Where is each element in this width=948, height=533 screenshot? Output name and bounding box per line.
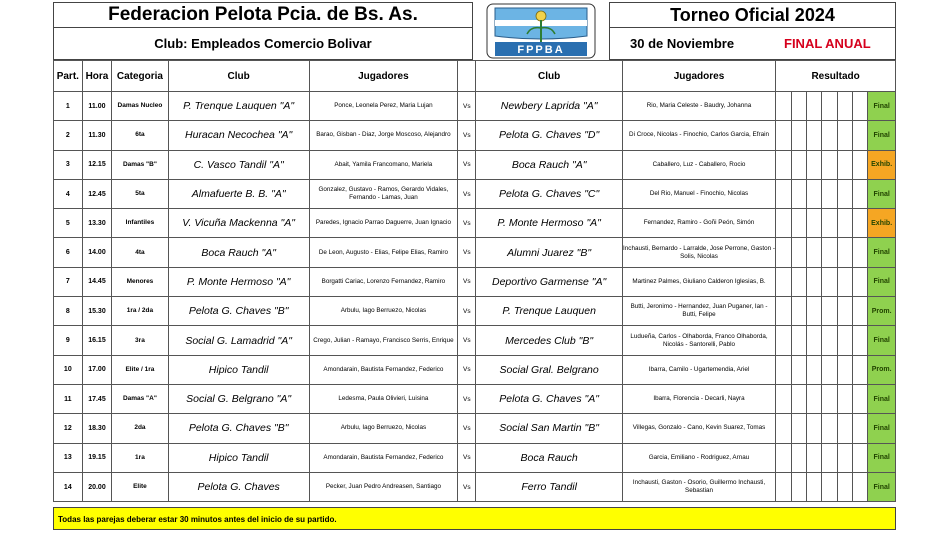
result-cell (837, 414, 852, 443)
players-home: Paredes, Ignacio Parrao Daguerre, Juan Ignacio (309, 209, 457, 238)
result-cell (791, 472, 806, 501)
result-cell (806, 179, 821, 208)
result-cell (822, 209, 837, 238)
players-away: Inchausti, Gaston - Osorio, Guillermo Inchausti, Sebastian (622, 472, 775, 501)
result-cell (806, 326, 821, 355)
club-home: Huracan Necochea "A" (168, 121, 309, 150)
club-home: Almafuerte B. B. "A" (168, 179, 309, 208)
result-cell (791, 384, 806, 413)
result-cell (776, 238, 791, 267)
match-status-badge: Final (868, 414, 896, 443)
col-resultado: Resultado (776, 61, 896, 92)
fppba-logo (473, 2, 609, 60)
result-cell (776, 414, 791, 443)
match-category: 1ra (112, 443, 168, 472)
col-categoria: Categoria (112, 61, 168, 92)
players-home: Abait, Yamila Francomano, Mariela (309, 150, 457, 179)
club-away: Alumni Juarez "B" (476, 238, 622, 267)
result-cell (776, 384, 791, 413)
club-home: P. Monte Hermoso "A" (168, 267, 309, 296)
vs-label: Vs (458, 472, 476, 501)
players-home: Ledesma, Paula Olivieri, Luisina (309, 384, 457, 413)
result-cell (837, 443, 852, 472)
result-cell (776, 355, 791, 384)
result-cell (837, 209, 852, 238)
match-status-badge: Final (868, 443, 896, 472)
players-home: Arbulu, Iago Berruezo, Nicolas (309, 414, 457, 443)
players-away: Inchausti, Bernardo - Larralde, Jose Perrone, Gaston - Solis, Nicolas (622, 238, 775, 267)
club-away: Pelota G. Chaves "C" (476, 179, 622, 208)
table-row (54, 179, 896, 208)
club-away: Pelota G. Chaves "A" (476, 384, 622, 413)
match-number: 6 (54, 238, 83, 267)
club-home: Boca Rauch "A" (168, 238, 309, 267)
match-number: 9 (54, 326, 83, 355)
result-cell (776, 267, 791, 296)
match-category: Damas "B" (112, 150, 168, 179)
result-cell (852, 297, 867, 326)
result-cell (776, 209, 791, 238)
table-row (54, 209, 896, 238)
table-row (54, 355, 896, 384)
vs-label: Vs (458, 121, 476, 150)
result-cell (837, 355, 852, 384)
club-home: Hipico Tandil (168, 443, 309, 472)
table-row (54, 267, 896, 296)
match-number: 14 (54, 472, 83, 501)
result-cell (837, 472, 852, 501)
col-part: Part. (54, 61, 83, 92)
match-number: 13 (54, 443, 83, 472)
venue-club: Club: Empleados Comercio Bolivar (53, 28, 473, 60)
result-cell (852, 414, 867, 443)
match-time: 16.15 (82, 326, 112, 355)
result-cell (806, 443, 821, 472)
match-category: Infantiles (112, 209, 168, 238)
final-label: FINAL ANUAL (784, 36, 871, 51)
club-away: Mercedes Club "B" (476, 326, 622, 355)
players-away: Ibarra, Camilo - Ugartemendia, Ariel (622, 355, 775, 384)
result-cell (822, 384, 837, 413)
table-header-row (54, 61, 896, 92)
match-status-badge: Prom. (868, 297, 896, 326)
result-cell (852, 355, 867, 384)
result-cell (822, 179, 837, 208)
match-number: 5 (54, 209, 83, 238)
result-cell (806, 209, 821, 238)
result-cell (822, 326, 837, 355)
table-row (54, 472, 896, 501)
col-club-2: Club (476, 61, 622, 92)
match-status-badge: Prom. (868, 355, 896, 384)
vs-label: Vs (458, 238, 476, 267)
result-cell (806, 297, 821, 326)
vs-label: Vs (458, 414, 476, 443)
result-cell (822, 443, 837, 472)
match-time: 19.15 (82, 443, 112, 472)
club-away: Deportivo Garmense "A" (476, 267, 622, 296)
result-cell (791, 150, 806, 179)
result-cell (806, 414, 821, 443)
table-row (54, 443, 896, 472)
club-away: Social San Martin "B" (476, 414, 622, 443)
result-cell (791, 297, 806, 326)
club-home: Pelota G. Chaves "B" (168, 414, 309, 443)
result-cell (776, 326, 791, 355)
result-cell (776, 150, 791, 179)
match-time: 12.45 (82, 179, 112, 208)
players-away: Villegas, Gonzalo - Cano, Kevin Suarez, Tomas (622, 414, 775, 443)
match-status-badge: Final (868, 472, 896, 501)
vs-label: Vs (458, 179, 476, 208)
result-cell (852, 326, 867, 355)
match-number: 7 (54, 267, 83, 296)
result-cell (852, 443, 867, 472)
result-cell (791, 414, 806, 443)
match-time: 12.15 (82, 150, 112, 179)
vs-label: Vs (458, 209, 476, 238)
result-cell (791, 443, 806, 472)
result-cell (776, 297, 791, 326)
match-time: 20.00 (82, 472, 112, 501)
players-away: Del Rio, Manuel - Finochio, Nicolas (622, 179, 775, 208)
match-category: 4ta (112, 238, 168, 267)
federation-title: Federacion Pelota Pcia. de Bs. As. (53, 2, 473, 28)
match-category: 5ta (112, 179, 168, 208)
match-status-badge: Final (868, 384, 896, 413)
match-number: 4 (54, 179, 83, 208)
match-category: Damas "A" (112, 384, 168, 413)
players-home: De Leon, Augusto - Elias, Felipe Elias, Ramiro (309, 238, 457, 267)
result-cell (837, 297, 852, 326)
result-cell (806, 355, 821, 384)
match-category: 2da (112, 414, 168, 443)
matches-table (53, 60, 896, 502)
vs-label: Vs (458, 92, 476, 121)
club-away: Social Gral. Belgrano (476, 355, 622, 384)
vs-label: Vs (458, 384, 476, 413)
table-row (54, 150, 896, 179)
match-category: Elite (112, 472, 168, 501)
match-number: 1 (54, 92, 83, 121)
table-row (54, 121, 896, 150)
club-away: P. Monte Hermoso "A" (476, 209, 622, 238)
match-status-badge: Final (868, 326, 896, 355)
result-cell (822, 92, 837, 121)
match-status-badge: Final (868, 179, 896, 208)
match-time: 18.30 (82, 414, 112, 443)
players-home: Barao, Gisban - Diaz, Jorge Moscoso, Alejandro (309, 121, 457, 150)
col-jugadores-2: Jugadores (622, 61, 775, 92)
result-cell (822, 472, 837, 501)
match-time: 17.00 (82, 355, 112, 384)
table-row (54, 238, 896, 267)
club-home: V. Vicuña Mackenna "A" (168, 209, 309, 238)
result-cell (822, 297, 837, 326)
result-cell (852, 267, 867, 296)
result-cell (837, 384, 852, 413)
match-time: 11.30 (82, 121, 112, 150)
players-home: Gonzalez, Gustavo - Ramos, Gerardo Vidales, Fernando - Lamas, Juan (309, 179, 457, 208)
result-cell (822, 150, 837, 179)
result-cell (852, 238, 867, 267)
players-away: Fernandez, Ramiro - Goñi Peón, Simón (622, 209, 775, 238)
result-cell (806, 150, 821, 179)
result-cell (791, 355, 806, 384)
result-cell (776, 443, 791, 472)
result-cell (837, 238, 852, 267)
match-status-badge: Exhib. (868, 150, 896, 179)
match-category: 6ta (112, 121, 168, 150)
result-cell (791, 92, 806, 121)
club-home: Pelota G. Chaves (168, 472, 309, 501)
match-number: 3 (54, 150, 83, 179)
club-home: P. Trenque Lauquen "A" (168, 92, 309, 121)
result-cell (776, 179, 791, 208)
players-away: Di Croce, Nicolas - Finochio, Carlos Garcia, Efrain (622, 121, 775, 150)
players-away: Garcia, Emiliano - Rodriguez, Arnau (622, 443, 775, 472)
schedule-sheet (53, 2, 896, 530)
result-cell (822, 238, 837, 267)
result-cell (852, 179, 867, 208)
result-cell (852, 150, 867, 179)
result-cell (791, 121, 806, 150)
table-row (54, 92, 896, 121)
match-time: 14.45 (82, 267, 112, 296)
vs-label: Vs (458, 443, 476, 472)
players-home: Amondarain, Bautista Fernandez, Federico (309, 355, 457, 384)
result-cell (806, 267, 821, 296)
event-date: 30 de Noviembre (630, 36, 735, 51)
vs-label: Vs (458, 297, 476, 326)
result-cell (852, 121, 867, 150)
footer-note: Todas las parejas deberar estar 30 minutos antes del inicio de su partido. (53, 507, 896, 530)
result-cell (791, 179, 806, 208)
result-cell (837, 267, 852, 296)
result-cell (822, 267, 837, 296)
club-home: C. Vasco Tandil "A" (168, 150, 309, 179)
match-number: 10 (54, 355, 83, 384)
result-cell (837, 326, 852, 355)
result-cell (791, 209, 806, 238)
match-number: 12 (54, 414, 83, 443)
match-time: 17.45 (82, 384, 112, 413)
club-home: Social G. Lamadrid "A" (168, 326, 309, 355)
col-jugadores-1: Jugadores (309, 61, 457, 92)
match-category: Elite / 1ra (112, 355, 168, 384)
result-cell (806, 92, 821, 121)
club-away: Boca Rauch "A" (476, 150, 622, 179)
club-home: Hipico Tandil (168, 355, 309, 384)
players-away: Ludueña, Carlos - Olhaborda, Franco Olhaborda, Nicolás - Santorelli, Pablo (622, 326, 775, 355)
result-cell (822, 414, 837, 443)
match-category: 3ra (112, 326, 168, 355)
result-cell (852, 92, 867, 121)
match-time: 11.00 (82, 92, 112, 121)
match-time: 14.00 (82, 238, 112, 267)
match-category: 1ra / 2da (112, 297, 168, 326)
club-away: Boca Rauch (476, 443, 622, 472)
vs-label: Vs (458, 355, 476, 384)
table-row (54, 326, 896, 355)
result-cell (806, 238, 821, 267)
vs-label: Vs (458, 150, 476, 179)
col-club-1: Club (168, 61, 309, 92)
players-away: Butti, Jeronimo - Hernandez, Juan Puganer, Ian - Butti, Felipe (622, 297, 775, 326)
result-cell (852, 384, 867, 413)
match-status-badge: Final (868, 238, 896, 267)
club-away: P. Trenque Lauquen (476, 297, 622, 326)
match-time: 15.30 (82, 297, 112, 326)
players-away: Rio, Maria Celeste - Baudry, Johanna (622, 92, 775, 121)
players-away: Ibarra, Florencia - Decarli, Nayra (622, 384, 775, 413)
result-cell (822, 355, 837, 384)
result-cell (837, 150, 852, 179)
result-cell (791, 238, 806, 267)
players-away: Martinez Palmes, Giuliano Calderon Iglesias, B. (622, 267, 775, 296)
club-away: Ferro Tandil (476, 472, 622, 501)
match-status-badge: Final (868, 267, 896, 296)
result-cell (776, 472, 791, 501)
match-status-badge: Exhib. (868, 209, 896, 238)
club-home: Social G. Belgrano "A" (168, 384, 309, 413)
players-home: Borgatti Cariac, Lorenzo Fernandez, Ramiro (309, 267, 457, 296)
result-cell (822, 121, 837, 150)
match-number: 11 (54, 384, 83, 413)
col-hora: Hora (82, 61, 112, 92)
match-status-badge: Final (868, 92, 896, 121)
result-cell (806, 121, 821, 150)
result-cell (852, 472, 867, 501)
tournament-title: Torneo Oficial 2024 (609, 2, 896, 28)
club-away: Pelota G. Chaves "D" (476, 121, 622, 150)
players-home: Amondarain, Bautista Fernandez, Federico (309, 443, 457, 472)
match-time: 13.30 (82, 209, 112, 238)
result-cell (852, 209, 867, 238)
players-home: Arbulu, Iago Berruezo, Nicolas (309, 297, 457, 326)
players-home: Crego, Julian - Ramayo, Francisco Serris, Enrique (309, 326, 457, 355)
result-cell (776, 92, 791, 121)
table-row (54, 297, 896, 326)
result-cell (837, 179, 852, 208)
result-cell (806, 384, 821, 413)
club-home: Pelota G. Chaves "B" (168, 297, 309, 326)
result-cell (837, 92, 852, 121)
vs-label: Vs (458, 267, 476, 296)
logo-lettering: FPPBA (517, 44, 565, 56)
match-category: Damas Nucleo (112, 92, 168, 121)
result-cell (776, 121, 791, 150)
match-number: 8 (54, 297, 83, 326)
result-cell (806, 472, 821, 501)
table-row (54, 414, 896, 443)
vs-label: Vs (458, 326, 476, 355)
result-cell (837, 121, 852, 150)
match-category: Menores (112, 267, 168, 296)
table-row (54, 384, 896, 413)
col-vs (458, 61, 476, 92)
club-away: Newbery Laprida "A" (476, 92, 622, 121)
date-box (609, 28, 896, 60)
result-cell (791, 326, 806, 355)
result-cell (791, 267, 806, 296)
match-number: 2 (54, 121, 83, 150)
players-home: Ponce, Leonela Perez, Maria Lujan (309, 92, 457, 121)
players-home: Pecker, Juan Pedro Andreasen, Santiago (309, 472, 457, 501)
match-status-badge: Final (868, 121, 896, 150)
players-away: Caballero, Luz - Caballero, Rocio (622, 150, 775, 179)
